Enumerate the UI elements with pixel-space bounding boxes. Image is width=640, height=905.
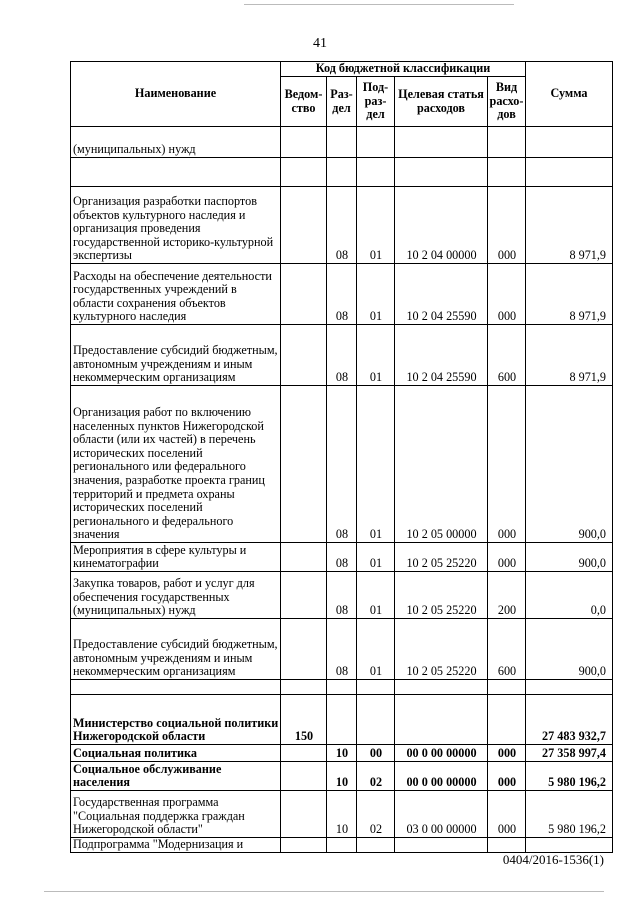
cell-podrazdel (357, 680, 395, 695)
budget-table (70, 61, 613, 853)
cell-razdel: 10 (327, 762, 357, 791)
cell-podrazdel: 01 (357, 572, 395, 619)
cell-name (71, 680, 281, 695)
scan-top-line (244, 4, 514, 5)
cell-vid: 000 (488, 264, 526, 325)
cell-sum: 900,0 (526, 543, 613, 572)
cell-sum (526, 680, 613, 695)
cell-ved: 150 (281, 695, 327, 745)
cell-sum (526, 838, 613, 853)
table-row (71, 619, 613, 680)
cell-razdel: 08 (327, 572, 357, 619)
cell-ved (281, 680, 327, 695)
table-row (71, 158, 613, 187)
cell-razdel: 10 (327, 745, 357, 762)
document-code: 0404/2016-1536(1) (502, 852, 604, 867)
header-sum: Сумма (526, 62, 613, 127)
cell-sum (526, 127, 613, 158)
cell-vid: 600 (488, 325, 526, 386)
table-row (71, 838, 613, 853)
cell-sum: 8 971,9 (526, 264, 613, 325)
cell-sum: 5 980 196,2 (526, 791, 613, 838)
cell-sum: 27 483 932,7 (526, 695, 613, 745)
cell-vid: 000 (488, 791, 526, 838)
cell-target: 00 0 00 00000 (395, 745, 488, 762)
table-row (71, 680, 613, 695)
cell-name: Министерство социальной политики Нижегородской области (71, 695, 281, 745)
table-row (71, 127, 613, 158)
cell-target: 10 2 04 25590 (395, 325, 488, 386)
cell-podrazdel: 01 (357, 264, 395, 325)
cell-podrazdel (357, 127, 395, 158)
cell-razdel (327, 158, 357, 187)
cell-ved (281, 187, 327, 264)
cell-name: Мероприятия в сфере культуры и кинематографии (71, 543, 281, 572)
cell-name: Подпрограмма "Модернизация и (71, 838, 281, 853)
cell-name: Организация разработки паспортов объектов культурного наследия и организация проведения государственной историко-культурной экспертизы (71, 187, 281, 264)
cell-sum: 900,0 (526, 386, 613, 543)
table-row (71, 187, 613, 264)
cell-ved (281, 572, 327, 619)
cell-name: (муниципальных) нужд (71, 127, 281, 158)
cell-sum: 8 971,9 (526, 325, 613, 386)
cell-vid: 000 (488, 745, 526, 762)
cell-razdel: 10 (327, 791, 357, 838)
cell-razdel (327, 695, 357, 745)
table-body (71, 127, 613, 853)
table-row (71, 325, 613, 386)
cell-razdel (327, 838, 357, 853)
table-row (71, 572, 613, 619)
cell-podrazdel (357, 158, 395, 187)
cell-target (395, 158, 488, 187)
cell-ved (281, 264, 327, 325)
header-podrazdel: Под-раз-дел (357, 77, 395, 127)
table-row (71, 762, 613, 791)
header-name: Наименование (71, 62, 281, 127)
cell-ved (281, 386, 327, 543)
cell-vid (488, 695, 526, 745)
cell-vid: 000 (488, 187, 526, 264)
cell-target: 10 2 05 25220 (395, 572, 488, 619)
cell-sum: 5 980 196,2 (526, 762, 613, 791)
cell-ved (281, 791, 327, 838)
cell-sum: 8 971,9 (526, 187, 613, 264)
cell-sum: 0,0 (526, 572, 613, 619)
cell-name: Расходы на обеспечение деятельности государственных учреждений в области сохранения объектов культурного наследия (71, 264, 281, 325)
cell-podrazdel (357, 838, 395, 853)
cell-target: 10 2 05 00000 (395, 386, 488, 543)
cell-name: Предоставление субсидий бюджетным, автономным учреждениям и иным некоммерческим организациям (71, 619, 281, 680)
cell-podrazdel: 01 (357, 543, 395, 572)
table-row (71, 791, 613, 838)
cell-target: 00 0 00 00000 (395, 762, 488, 791)
cell-sum: 27 358 997,4 (526, 745, 613, 762)
cell-razdel: 08 (327, 187, 357, 264)
cell-vid: 600 (488, 619, 526, 680)
cell-sum (526, 158, 613, 187)
cell-name: Предоставление субсидий бюджетным, автономным учреждениям и иным некоммерческим организациям (71, 325, 281, 386)
cell-ved (281, 745, 327, 762)
cell-target (395, 838, 488, 853)
cell-ved (281, 158, 327, 187)
cell-vid: 000 (488, 386, 526, 543)
cell-podrazdel: 01 (357, 619, 395, 680)
cell-razdel: 08 (327, 325, 357, 386)
cell-vid (488, 127, 526, 158)
cell-target: 10 2 04 25590 (395, 264, 488, 325)
page-number: 41 (313, 36, 327, 51)
cell-target: 10 2 04 00000 (395, 187, 488, 264)
cell-podrazdel: 00 (357, 745, 395, 762)
cell-podrazdel: 01 (357, 386, 395, 543)
table-row (71, 745, 613, 762)
cell-target (395, 680, 488, 695)
cell-name: Организация работ по включению населенных пунктов Нижегородской области (или их частей) в перечень исторических поселений регионального или федерального значения, разработке проекта границ территорий и предмета охраны исторических поселений регионального и федерального значения (71, 386, 281, 543)
cell-name: Социальная политика (71, 745, 281, 762)
cell-ved (281, 325, 327, 386)
scan-bottom-line (44, 891, 604, 892)
cell-razdel: 08 (327, 543, 357, 572)
cell-vid (488, 838, 526, 853)
cell-ved (281, 838, 327, 853)
cell-target: 10 2 05 25220 (395, 543, 488, 572)
cell-name (71, 158, 281, 187)
cell-ved (281, 619, 327, 680)
cell-razdel: 08 (327, 619, 357, 680)
cell-sum: 900,0 (526, 619, 613, 680)
cell-razdel: 08 (327, 264, 357, 325)
cell-vid (488, 158, 526, 187)
cell-target: 03 0 00 00000 (395, 791, 488, 838)
cell-target (395, 695, 488, 745)
cell-podrazdel: 02 (357, 762, 395, 791)
cell-target: 10 2 05 25220 (395, 619, 488, 680)
cell-target (395, 127, 488, 158)
cell-vid: 000 (488, 762, 526, 791)
table-row (71, 695, 613, 745)
cell-vid: 200 (488, 572, 526, 619)
cell-ved (281, 543, 327, 572)
cell-name: Государственная программа "Социальная поддержка граждан Нижегородской области" (71, 791, 281, 838)
header-vid: Вид расхо-дов (488, 77, 526, 127)
cell-podrazdel: 02 (357, 791, 395, 838)
header-target: Целевая статья расходов (395, 77, 488, 127)
cell-ved (281, 127, 327, 158)
table-row (71, 386, 613, 543)
header-vedomstvo: Ведом-ство (281, 77, 327, 127)
cell-name: Закупка товаров, работ и услуг для обеспечения государственных (муниципальных) нужд (71, 572, 281, 619)
cell-podrazdel: 01 (357, 325, 395, 386)
cell-podrazdel (357, 695, 395, 745)
cell-vid (488, 680, 526, 695)
header-razdel: Раз-дел (327, 77, 357, 127)
table-row (71, 543, 613, 572)
cell-ved (281, 762, 327, 791)
cell-razdel: 08 (327, 386, 357, 543)
cell-podrazdel: 01 (357, 187, 395, 264)
header-code-group: Код бюджетной классификации (281, 62, 526, 77)
cell-vid: 000 (488, 543, 526, 572)
cell-razdel (327, 127, 357, 158)
cell-name: Социальное обслуживание населения (71, 762, 281, 791)
cell-razdel (327, 680, 357, 695)
table-row (71, 264, 613, 325)
